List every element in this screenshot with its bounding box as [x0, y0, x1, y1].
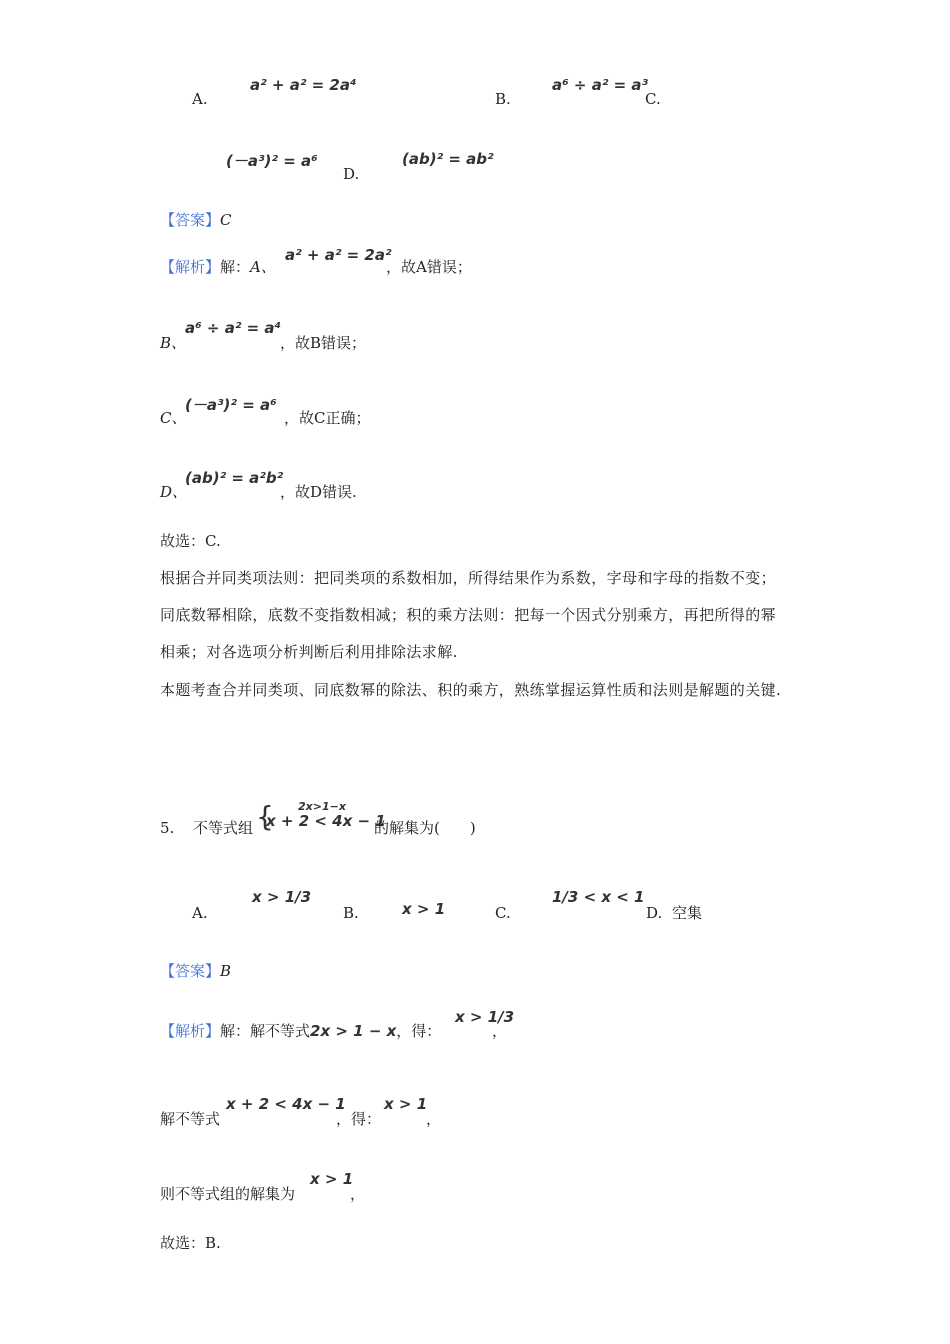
- analysis-tag: 【解析】: [160, 1022, 221, 1040]
- q5-option-a-label: A.: [192, 904, 208, 922]
- system-brace-icon: {: [256, 800, 274, 833]
- analysis-c-conclusion: ，故C正确；: [284, 409, 371, 427]
- q5-option-c-expression: 1/3 < x < 1: [552, 888, 645, 906]
- q5-system-bottom: x + 2 < 4x − 1: [266, 812, 386, 830]
- analysis-b-prefix: B、: [160, 334, 187, 352]
- analysis-line1-mid: ，得：: [396, 1022, 442, 1040]
- analysis-line1-text: 解：解不等式: [220, 1022, 311, 1040]
- analysis-line3-end: ，: [350, 1185, 366, 1203]
- analysis-line2-result: x > 1: [384, 1095, 428, 1113]
- option-c-label: C.: [645, 90, 661, 108]
- analysis-line2-expression: x + 2 < 4x − 1: [226, 1095, 346, 1113]
- analysis-d-conclusion: ，故D错误.: [280, 483, 357, 501]
- option-d-label: D.: [343, 165, 360, 183]
- option-b-expression: a⁶ ÷ a² = a³: [552, 76, 649, 94]
- answer-value: B: [220, 962, 232, 980]
- q5-stem-prefix: 不等式组: [193, 819, 254, 837]
- option-a-label: A.: [192, 90, 208, 108]
- q4-summary-paragraph: 本题考查合并同类项、同底数幂的除法、积的乘方，熟练掌握运算性质和法则是解题的关键.: [160, 681, 782, 699]
- q5-option-c-label: C.: [495, 904, 511, 922]
- q5-option-d-label: D.: [646, 904, 663, 922]
- q5-option-d-text: 空集: [672, 904, 703, 922]
- q5-option-b-expression: x > 1: [402, 900, 446, 918]
- q4-analysis-line-a: [160, 257, 276, 277]
- q5-option-b-label: B.: [343, 904, 359, 922]
- analysis-intro: 解：: [220, 258, 251, 276]
- analysis-a-conclusion: ，故A错误；: [386, 258, 472, 276]
- option-d-expression: (ab)² = ab²: [402, 150, 494, 168]
- analysis-d-expression: (ab)² = a²b²: [185, 469, 284, 487]
- answer-value: C: [220, 211, 232, 229]
- analysis-line1-end: ，: [492, 1022, 508, 1040]
- analysis-line1-result: x > 1/3: [455, 1008, 515, 1026]
- analysis-c-prefix: C、: [160, 409, 187, 427]
- option-c-expression: (－a³)² = a⁶: [226, 152, 318, 170]
- analysis-line2-mid: ，得：: [336, 1110, 382, 1128]
- q5-choice: 故选：B.: [160, 1234, 221, 1252]
- q5-analysis-line-1: [160, 1021, 441, 1041]
- q5-option-a-expression: x > 1/3: [252, 888, 312, 906]
- q5-number: 5.: [160, 819, 175, 837]
- q4-answer-line: [160, 210, 232, 230]
- analysis-b-expression: a⁶ ÷ a² = a⁴: [185, 319, 282, 337]
- option-a-expression: a² + a² = 2a⁴: [250, 76, 357, 94]
- analysis-line1-expression: 2x > 1 − x: [310, 1022, 397, 1040]
- answer-tag: 【答案】: [160, 962, 221, 980]
- analysis-line2-end: ，: [426, 1110, 442, 1128]
- q5-answer-line: [160, 961, 231, 981]
- q5-stem-suffix: 的解集为( ): [374, 819, 476, 837]
- q4-choice: 故选：C.: [160, 532, 221, 550]
- analysis-line2-text: 解不等式: [160, 1110, 221, 1128]
- analysis-a-prefix: A、: [250, 258, 276, 276]
- q5-system-top: 2x>1−x: [298, 800, 346, 813]
- analysis-tag: 【解析】: [160, 258, 221, 276]
- analysis-a-expression: a² + a² = 2a²: [285, 246, 392, 264]
- analysis-c-expression: (－a³)² = a⁶: [185, 396, 277, 414]
- analysis-line3-expression: x > 1: [310, 1170, 354, 1188]
- q4-rule-paragraph: 根据合并同类项法则：把同类项的系数相加，所得结果作为系数，字母和字母的指数不变；同底数幂相除，底数不变指数相减；积的乘方法则：把每一个因式分别乘方，再把所得的幂相乘；对各选项分析判断后利用排除法求解.: [160, 569, 777, 661]
- analysis-b-conclusion: ，故B错误；: [280, 334, 367, 352]
- analysis-d-prefix: D、: [160, 483, 188, 501]
- answer-tag: 【答案】: [160, 211, 221, 229]
- option-b-label: B.: [495, 90, 511, 108]
- analysis-line3-text: 则不等式组的解集为: [160, 1185, 296, 1203]
